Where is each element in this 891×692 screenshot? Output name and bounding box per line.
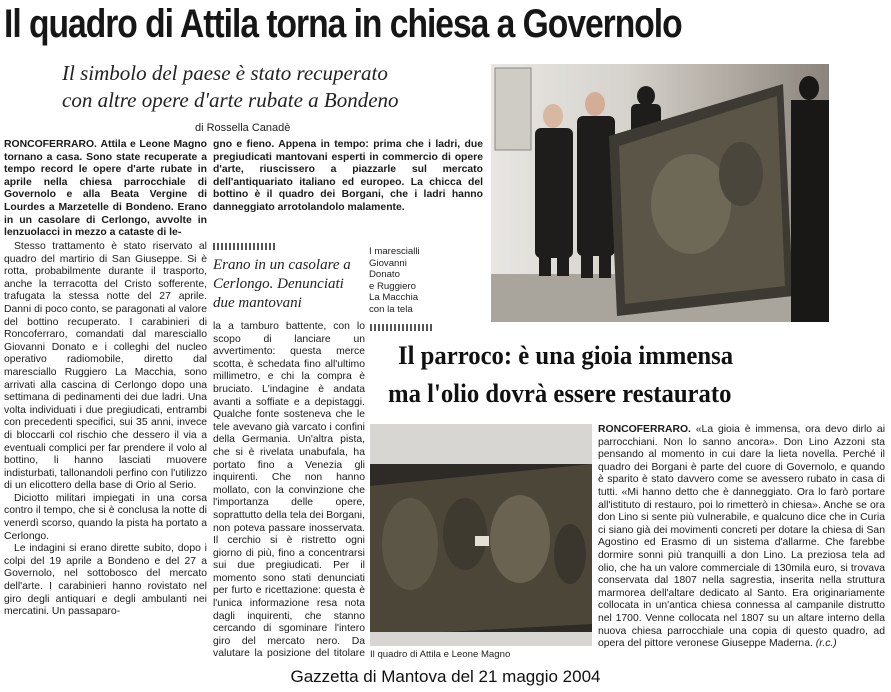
subhead [62,60,482,114]
lead-column-right [213,139,483,239]
col2-text: la a tamburo battente, con lo scopo di lanciare un avvertimento: questa merce scotta, è schedata fino all'ultimo millimetro, e chi la compra è bruciato. L'indagine è andata avanti a soffiate e a depistaggi. Qualche fonte sosteneva che le tele avevano già varcato i confini della Germania. Un'altra pista, che si è rivelata unabufala, ha portato fino a Venezia gli inquirenti. Che non hanno mollato, con la convinzione che l'importanza delle opere, soprattutto della tela dei Borgani, non poteva passare inosservata. Il cerchio si è ristretto ogni giorno di più, fino a concentrarsi sui due pregiudicati. Per il momento sono stati denunciati per furto e ricettazione: questa è l'unica informazione resa nota dagli inquirenti, che stanno cercando di sgominare l'intero giro del mercato nero. Da valutare la posizione del titolare [213,321,365,660]
lead-text: Attila e Leone Magno tornano a casa. Sono state recuperate a tempo record le opere d'arte rubate in aprile nella chiesa parrocchiale di Governolo e alla Beata Vergine di Lourdes a Marzetelle di Bondeno. Erano in un casolare di Cerlongo, avvolte in lenzuolacci in mezzo a cataste di le- [4,139,207,239]
photo1-caption-line-4: e Ruggiero [369,280,416,292]
photo1-caption-line-5: La Macchia [369,292,419,303]
photo1-caption-line-3: Donato [369,269,400,280]
byline: di Rossella Canadè [195,122,291,134]
priest-text: «La gioia è immensa, ora devo dirlo ai parrocchiani. Non lo sanno ancora». Don Lino Azzoni sta pensando al momento in cui dare la lieta novella. Perché il quadro dei Borgani è parte del cuore di Governolo, e quando è sparito è stato davvero come se avessero rubato in casa di tutti. «Mi hanno detto che è danneggiato. Ora lo farò portare all'istituto di restauro, poi lo rimetterò in chiesa». Anche se ora don Lino si sente più vulnerabile, e qualcuno dice che in Curia ci siano già dei movimenti concreti per dotare la chiesa di San Agostino ed Erasmo di un sistema d'allarme. Che farebbe dormire sonni più tranquilli a don Lino. La preziosa tela ad olio, che ha un valore commerciale di 130mila euro, si trovava conservata dal 1807 nella sagrestia, inserita nella struttura marmorea dell'altare dedicato al Santo. Era originariamente collocata in un'antica chiesa connessa al campanile distrutto nel 1700. Venne collocata nel 1807 su un altare interno della nuova chiesa parrocchiale una copia di questo quadro, ad opera del pittore veronese Giuseppe Maderna. [598,424,885,650]
photo1-caption-line-2: Giovanni [369,257,407,269]
lead-text-continued: gno e fieno. Appena in tempo: prima che i ladri, due pregiudicati mantovani esperti in commercio di opere d'arte, riuscissero a piazzarle sul mercato dell'antiquariato italiano ed europeo. La chicca del bottino è il quadro dei Borgani, che i ladri hanno danneggiato arrotolandolo malamente. [213,139,483,213]
photo1-caption [369,246,489,315]
lead-column-left [4,139,207,239]
photo-attila-painting [370,424,592,646]
sidebar-rule [213,243,275,250]
photo1-caption-line-1: I marescialli [369,246,420,257]
photo1-caption-line-6: con la tela [369,303,413,315]
col1-paragraph-3: Le indagini si erano dirette subito, dopo i colpi del 19 aprile a Bondeno e del 27 a Governolo, nel sottobosco del mercato dell'arte. I carabinieri hanno rovistato nel giro degli antiquari e degli ambulanti nei mercatini. Un passaparo- [4,543,207,618]
photo-carabinieri-with-painting [491,64,829,322]
col1-paragraph-1: Stesso trattamento è stato riservato al quadro del martirio di San Giuseppe. Si è rotta, probabilmente durante il trasporto, anche la terracotta del Cristo sofferente, trafugata la stessa notte del 27 aprile. Danni di poco conto, se paragonati al valore del bottino recuperato. I carabinieri di Roncoferraro, comandati dal maresciallo Giovanni Donato e i colleghi del nucleo operativo radiomobile, diretto dal maresciallo Ruggiero La Macchia, sono arrivati alla cascina di Cerlongo dopo una settimana di pedinamenti dei due ladri. Una volta individuati i due pregiudicati, entrambi con precedenti specifici, sui 35 anni, invece di bloccarli col rischio che dessero il via a eventuali complici per far prendere il volo al bottino, li hanno lasciati muovere indisturbati, tallonandoli perfino con l'utilizzo di un elicottero della base di Orio al Serio. [4,241,207,492]
photo2-caption: Il quadro di Attila e Leone Magno [370,649,511,660]
priest-signoff: (r.c.) [815,638,837,650]
sidebar-title: Erano in un casolare a Cerlongo. Denunciati due mantovani [213,257,351,311]
priest-dateline: RONCOFERRARO. [598,424,691,435]
headline: Il quadro di Attila torna in chiesa a Governolo [4,2,682,46]
priest-headline-line-2: ma l'olio dovrà essere restaurato [388,379,732,408]
priest-article [598,424,885,664]
head2-rule [370,324,432,331]
photo-carabinieri-illustration [491,64,829,322]
priest-headline-line-1: Il parroco: è una gioia immensa [398,341,734,370]
photo-painting-illustration [370,424,592,646]
article-column-2 [213,321,365,661]
lead-dateline: RONCOFERRARO. [4,139,97,150]
source-credit: Gazzetta di Mantova del 21 maggio 2004 [290,667,601,686]
subhead-line-2: con altre opere d'arte rubate a Bondeno [62,88,399,112]
col1-paragraph-2: Diciotto militari impiegati in una corsa contro il tempo, che si è conclusa la notte di venerdì scorso, quando la pista ha portato a Cerlongo. [4,492,207,542]
article-column-1 [4,241,207,661]
subhead-line-1: Il simbolo del paese è stato recuperato [62,61,388,85]
